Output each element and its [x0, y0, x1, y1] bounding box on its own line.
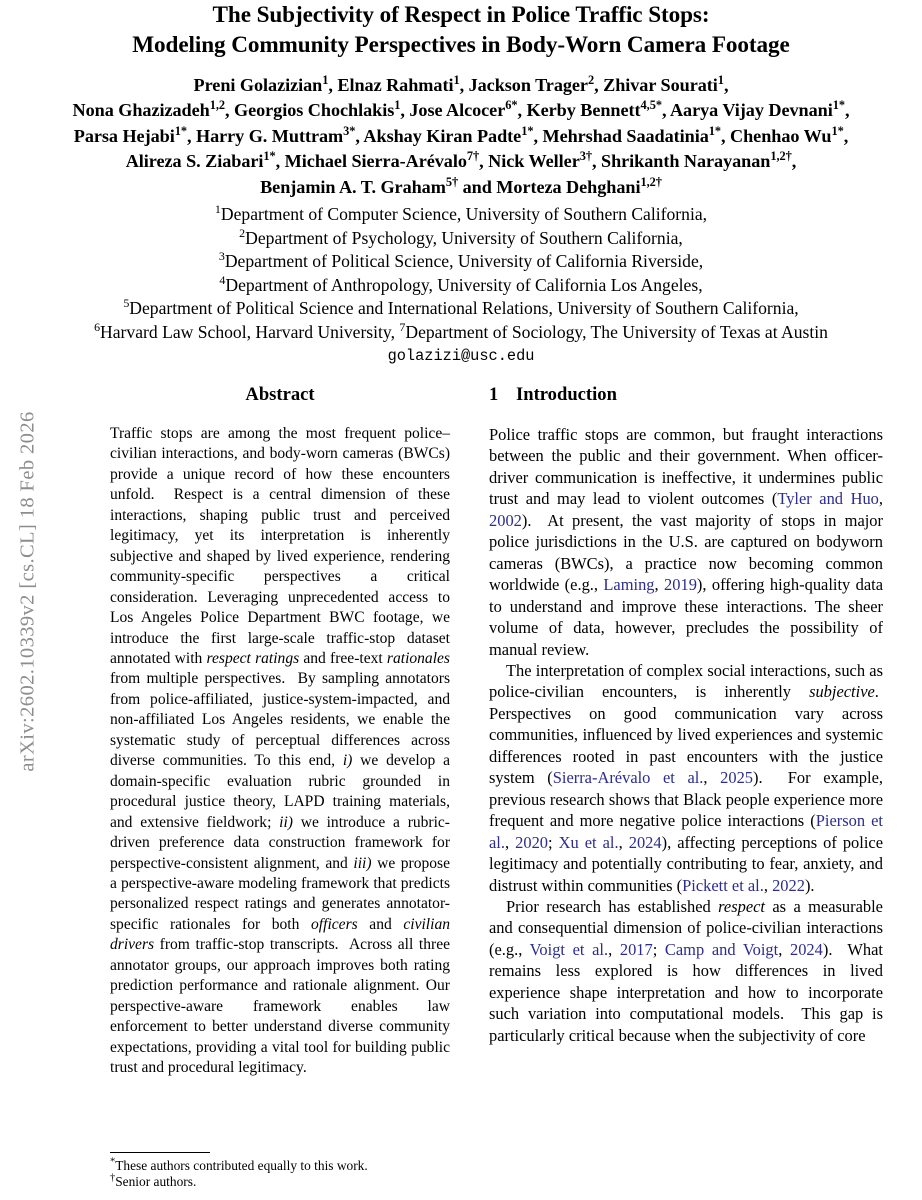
affiliation-marker: 1,2† [770, 149, 792, 164]
abstract-text: Traffic stops are among the most frequent police–civilian interactions, and body-worn cameras (BWCs) provide a unique record of how these encounters unfold. Respect is a central dimension of these interactions, shaping public trust and perceived legitimacy, yet its interpretation is inherently subjective and shaped by lived experience, rendering community-specific perspectives a critical consideration. Leveraging unprecedented access to Los Angeles Police Department BWC footage, we introduce the first large-scale traffic-stop dataset annotated with respect ratings and free-text rationales from multiple perspectives. By sampling annotators from police-affiliated, justice-system-impacted, and non-affiliated Los Angeles residents, we enable the systematic study of perceptual differences across diverse communities. To this end, i) we develop a domain-specific evaluation rubric grounded in procedural justice theory, LAPD training materials, and extensive fieldwork; ii) we introduce a rubric-driven preference data construction framework for perspective-consistent alignment, and iii) we propose a perspective-aware modeling framework that predicts personalized respect ratings and generates annotator-specific rationales for both officers and civilian drivers from traffic-stop transcripts. Across all three annotator groups, our approach improves both rating prediction performance and rationale alignment. Our perspective-aware framework enables law enforcement to better understand diverse community expectations, providing a vital tool for building public trust and procedural legitimacy. [110, 425, 451, 1077]
author-name: Parsa Hejabi [73, 125, 175, 146]
citation-year-link[interactable]: 2024 [789, 939, 823, 959]
citation-link[interactable]: Pierson et al. [489, 811, 883, 852]
author-name: Preni Golazizian [193, 75, 323, 95]
page-title [46, 0, 876, 60]
affiliation-marker: 4,5* [640, 98, 662, 113]
author-name: Nick Weller [488, 151, 580, 172]
citation-link[interactable]: Laming [603, 575, 655, 595]
affiliation-list [6, 200, 916, 367]
affiliation-item [6, 203, 916, 227]
affiliation-text: Department of Political Science, University of California Riverside, [224, 251, 704, 272]
affiliation-marker: 1* [263, 149, 276, 164]
author-name: Akshay Kiran Padte [363, 125, 522, 146]
arxiv-identifier-stamp: arXiv:2602.10339v2 [cs.CL] 18 Feb 2026 [16, 411, 39, 772]
author-line: Parsa Hejabi$^{1*}$, Harry G. Muttram$^{3*}$, Akshay Kiran Padte$^{1*}$, Mehrshad Saadatinia$^{1*}$, Chenhao $Wu^{1*}$, [73, 123, 849, 146]
affiliation-text: Harvard Law School, Harvard University, [100, 321, 400, 342]
affiliation-marker: 1 [453, 72, 460, 87]
footnote-marker: * [110, 1156, 116, 1168]
affiliation-marker: 1,2† [640, 174, 662, 189]
affiliation-item [6, 321, 916, 345]
affiliation-marker: 7† [466, 149, 480, 164]
affiliation-item [6, 227, 916, 251]
section-number: 1 [489, 384, 499, 405]
emphasis: i) [342, 752, 353, 770]
right-column [489, 383, 883, 1046]
author-line: Preni Golazizian$^1$, Elnaz Rahmati$^1$, Jackson Trager$^2$, Zhivar Sourati$^1$, [193, 72, 729, 95]
introduction-heading [489, 383, 883, 407]
author-conjunction: and [462, 176, 492, 197]
affiliation-index: 3 [218, 249, 225, 264]
author-name: Zhivar Sourati [603, 75, 718, 95]
affiliation-marker: 2 [587, 72, 595, 87]
author-name: Chenhao Wu [730, 125, 832, 146]
title-line-1: The Subjectivity of Respect in Police Traffic Stops: [212, 2, 710, 28]
author-line: Alireza S. Ziabari$^{1*}$, Michael Sierra-Arévalo$^{7\dagger}$, Nick Weller$^{3\dagger}$, Shrikanth Narayanan$^{1,2\dagger}$, [125, 149, 797, 172]
affiliation-marker: 1* [831, 123, 844, 138]
citation-link[interactable]: Tyler and Huo [777, 489, 879, 509]
intro-paragraph-2: The interpretation of complex social interactions, such as police-civilian encounters, is inherently subjective. Perspectives on good communication vary across communities, influenced by lived experiences and systemic differences rooted in past encounters with the justice system (Sierra-Arévalo et al., 2025). For example, previous research shows that Black people experience more frequent and more negative police interactions (Pierson et al., 2020; Xu et al., 2024), affecting perceptions of police legitimacy and potentially contributing to fear, anxiety, and distrust within communities (Pickett et al., 2022). [489, 660, 883, 895]
author-name: Kerby Bennett [526, 100, 641, 121]
emphasis: officers [311, 915, 358, 933]
affiliation-index: 6 [94, 319, 101, 334]
affiliation-index: 5 [123, 296, 130, 311]
author-line: Nona Ghazizadeh$^{1,2}$, Georgios Chochlakis$^1$, Jose Alcocer$^{6*}$, Kerby Bennett$^{4,5*}$, Aarya Vijay Devnani$^{1*}$, [72, 98, 850, 121]
footnote-block [110, 1152, 450, 1191]
footnote-marker: † [110, 1172, 116, 1184]
affiliation-marker: 1 [717, 72, 724, 87]
author-name: Michael Sierra-Arévalo [284, 151, 467, 172]
author-name: Harry G. Muttram [195, 125, 344, 146]
abstract-heading: Abstract [245, 384, 315, 405]
affiliation-index: 1 [214, 202, 221, 217]
affiliation-text: Department of Computer Science, University of Southern California, [220, 204, 708, 225]
affiliation-text: Department of Sociology, The University of Texas at Austin [405, 321, 828, 342]
affiliation-marker: 5† [445, 174, 459, 189]
affiliation-marker: 6* [505, 98, 518, 113]
affiliation-text: Department of Anthropology, University of California Los Angeles, [225, 274, 703, 295]
citation-link[interactable]: Camp and Voigt [664, 939, 779, 959]
footnote-text: These authors contributed equally to this work. [115, 1158, 368, 1173]
citation-year-link[interactable]: 2024 [628, 832, 662, 852]
affiliation-marker: 3† [579, 149, 592, 164]
affiliation-marker: 1* [708, 123, 722, 138]
affiliation-text: Department of Psychology, University of Southern California, [245, 227, 683, 248]
author-name: Jackson Trager [468, 75, 588, 95]
citation-year-link[interactable]: 2020 [515, 832, 548, 852]
emphasis: respect ratings [206, 649, 300, 667]
author-list [11, 60, 911, 200]
affiliation-item [6, 297, 916, 321]
citation-year-link[interactable]: 2002 [489, 510, 522, 530]
citation-link[interactable]: Voigt et al. [529, 939, 609, 959]
intro-paragraph-3: Prior research has established respect as a measurable and consequential dimension of police-civilian interactions (e.g., Voigt et al., 2017; Camp and Voigt, 2024). What remains less explored is how differences in lived experience shape interpretation and how to incorporate such variation into computational models. This gap is particularly critical because when the subjectivity of core [489, 896, 883, 1045]
affiliation-marker: 1* [832, 98, 845, 113]
title-line-2: Modeling Community Perspectives in Body-Worn Camera Footage [132, 32, 790, 58]
footnote-rule [110, 1152, 210, 1153]
citation-year-link[interactable]: 2022 [772, 875, 805, 895]
author-name: Shrikanth Narayanan [601, 151, 771, 172]
emphasis: ii) [279, 813, 293, 831]
two-column-body [0, 383, 922, 1200]
citation-year-link[interactable]: 2019 [664, 575, 697, 595]
affiliation-marker: 1 [394, 98, 401, 113]
affiliation-index: 7 [399, 319, 406, 334]
author-name: Aarya Vijay Devnani [669, 100, 833, 121]
author-name: Alireza S. Ziabari [125, 151, 264, 172]
citation-year-link[interactable]: 2017 [619, 939, 653, 959]
author-name: Benjamin A. T. Graham [260, 176, 446, 197]
author-name: Mehrshad Saadatinia [542, 125, 709, 146]
author-name: Nona Ghazizadeh [72, 100, 210, 121]
author-line [11, 175, 911, 200]
citation-year-link[interactable]: 2025 [720, 768, 753, 788]
affiliation-marker: 1* [174, 123, 187, 138]
emphasis: iii) [353, 854, 372, 872]
emphasis: civilian drivers [110, 915, 450, 954]
emphasis: subjective [809, 682, 875, 702]
affiliation-index: 2 [239, 225, 246, 240]
affiliation-marker: 1,2 [209, 98, 225, 113]
section-title: Introduction [516, 384, 617, 405]
author-name: Morteza Dehghani [496, 176, 641, 197]
affiliation-item [6, 250, 916, 274]
affiliation-index: 4 [219, 272, 226, 287]
citation-link[interactable]: Sierra-Arévalo et al. [552, 768, 704, 788]
citation-link[interactable]: Xu et al. [558, 832, 619, 852]
footnote-item [110, 1158, 450, 1174]
author-name: Elnaz Rahmati [337, 75, 454, 95]
affiliation-marker: 1 [322, 72, 329, 87]
affiliation-item [6, 274, 916, 298]
author-name: Georgios Chochlakis [234, 100, 395, 121]
affiliation-marker: 1* [521, 123, 534, 138]
footnote-text: Senior authors. [115, 1174, 197, 1190]
emphasis: respect [718, 896, 765, 916]
author-name: Jose Alcocer [409, 100, 506, 121]
contact-email[interactable]: golazizi@usc.edu [387, 347, 535, 366]
emphasis: rationales [386, 649, 450, 667]
left-column [110, 383, 450, 1079]
affiliation-text: Department of Political Science and International Relations, University of Southern California, [129, 298, 799, 319]
footnote-item [110, 1174, 450, 1190]
citation-link[interactable]: Pickett et al. [682, 875, 764, 895]
affiliation-marker: 3* [343, 123, 356, 138]
intro-paragraph-1: Police traffic stops are common, but fraught interactions between the public and their government. When officer-driver communication is ineffective, it undermines public trust and may lead to violent outcomes (Tyler and Huo, 2002). At present, the vast majority of stops in major police jurisdictions in the U.S. are captured on bodyworn cameras (BWCs), a practice now becoming common worldwide (e.g., Laming, 2019), offering high-quality data to understand and improve these interactions. The sheer volume of data, however, precludes the possibility of manual review. [489, 425, 884, 659]
